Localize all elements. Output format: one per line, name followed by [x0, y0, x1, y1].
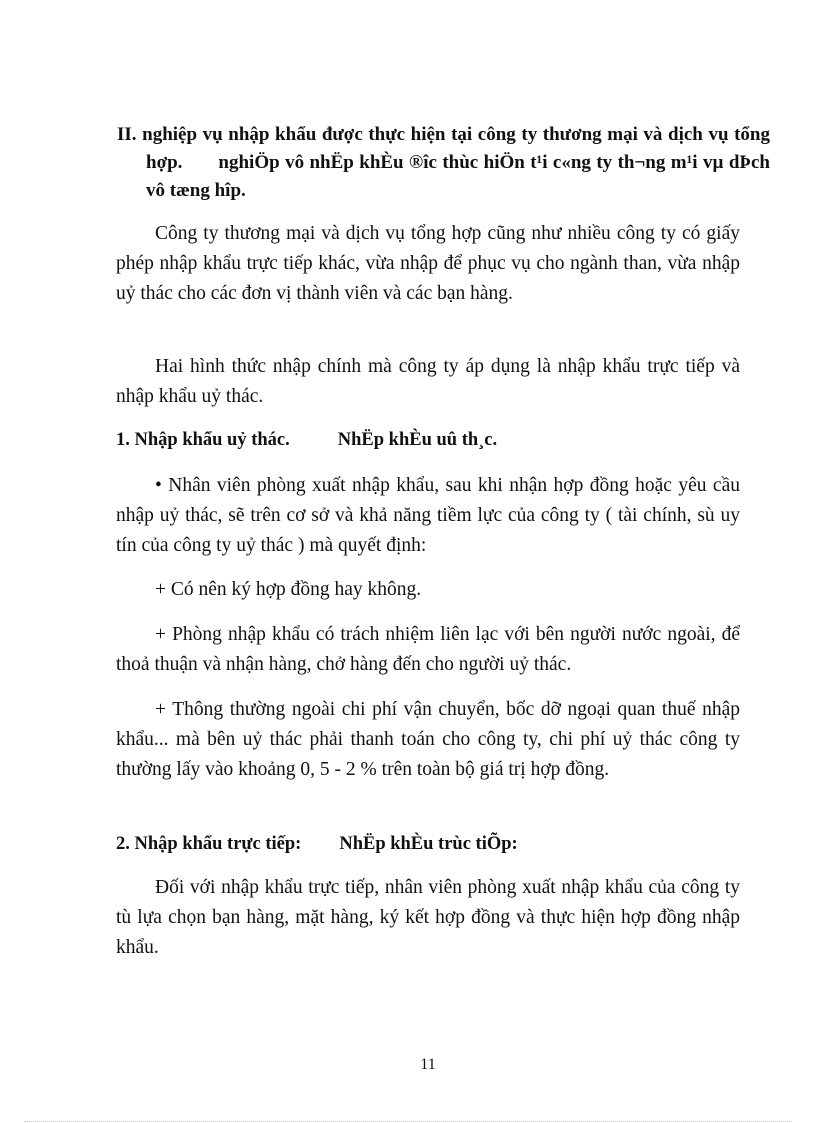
intro-paragraph-1: Công ty thương mại và dịch vụ tổng hợp cũng như nhiều công ty có giấy phép nhập khẩu trực tiếp khác, vừa nhập để phục vụ cho ngành than, vừa nhập uỷ thác cho các đơn vị thành viên và các bạn hàng.	[116, 223, 740, 304]
page-number: 11	[420, 1056, 436, 1073]
subsection-1-paragraph-4: + Thông thường ngoài chi phí vận chuyển, bốc dỡ ngoại quan thuế nhập khẩu... mà bên uỷ thác phải thanh toán cho công ty, chi phí uỷ thác công ty thường lấy vào khoảng 0, 5 - 2 % trên toàn bộ giá trị hợp đồng.	[116, 699, 740, 780]
subsection-1-title: 1. Nhập khẩu uỷ thác.	[116, 430, 290, 450]
section-heading-garbled: nghiÖp vô nhËp khÈu ®îc thùc hiÖn t¹i c«ng ty th¬ng m¹i vµ dÞch vô tæng hîp.	[146, 152, 770, 201]
footer-divider	[24, 1121, 792, 1122]
section-heading-text: II. nghiệp vụ nhập khẩu được thực hiện tại công ty thương mại và dịch vụ tổng hợp.	[117, 124, 770, 173]
subsection-1-paragraph-3: + Phòng nhập khẩu có trách nhiệm liên lạc với bên người nước ngoài, để thoả thuận và nhận hàng, chở hàng đến cho người uỷ thác.	[116, 624, 740, 675]
intro-paragraph-2: Hai hình thức nhập chính mà công ty áp dụng là nhập khẩu trực tiếp và nhập khẩu uỷ thác.	[116, 356, 740, 407]
subsection-1-paragraph-2: + Có nên ký hợp đồng hay không.	[155, 579, 422, 600]
subsection-1-garbled: NhËp khÈu uû th¸c.	[337, 430, 498, 450]
subsection-1-paragraph-1: • Nhân viên phòng xuất nhập khẩu, sau khi nhận hợp đồng hoặc yêu cầu nhập uỷ thác, sẽ trên cơ sở và khả năng tiềm lực của công ty ( tài chính, sù uy tín của công ty uỷ thác ) mà quyết định:	[116, 475, 740, 556]
subsection-2-paragraph-1: Đối với nhập khẩu trực tiếp, nhân viên phòng xuất nhập khẩu của công ty tù lựa chọn bạn hàng, mặt hàng, ký kết hợp đồng và thực hiện hợp đồng nhập khẩu.	[116, 877, 740, 958]
subsection-2-garbled: NhËp khÈu trùc tiÕp:	[339, 834, 518, 854]
section-heading	[117, 121, 770, 205]
subsection-2-heading	[116, 830, 518, 858]
subsection-2-title: 2. Nhập khẩu trực tiếp:	[116, 834, 302, 854]
subsection-1-heading	[116, 426, 497, 454]
